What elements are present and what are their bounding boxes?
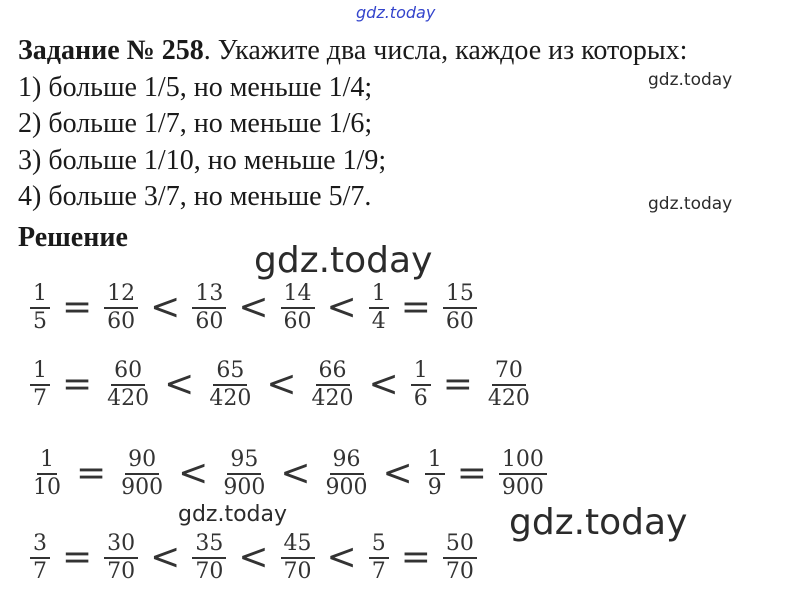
- fraction: $\frac{70}{420}$: [487, 358, 530, 411]
- fraction: $\frac{1}{5}$: [30, 281, 50, 335]
- watermark-large-2: gdz.today: [509, 502, 688, 543]
- watermark-small-1: gdz.today: [648, 70, 733, 90]
- operator: =: [442, 364, 473, 405]
- task-item-1: 1) больше 1/5, но меньше 1/4;: [18, 71, 373, 103]
- fraction: $\frac{13}{60}$: [192, 281, 226, 335]
- operator: =: [400, 537, 431, 578]
- fraction: $\frac{50}{70}$: [443, 531, 477, 585]
- fraction: $\frac{5}{7}$: [369, 531, 389, 585]
- operator: =: [456, 453, 487, 494]
- fraction: $\frac{1}{7}$: [30, 358, 50, 412]
- watermark-large-1: gdz.today: [254, 240, 433, 281]
- task-number: Задание № 258: [18, 35, 204, 66]
- task-item-3: 3) больше 1/10, но меньше 1/9;: [18, 144, 387, 176]
- fraction: $\frac{30}{70}$: [104, 531, 138, 585]
- operator: <: [326, 537, 357, 578]
- watermark-medium-1: gdz.today: [178, 502, 288, 527]
- fraction: $\frac{35}{70}$: [192, 531, 226, 585]
- fraction: $\frac{12}{60}$: [104, 281, 138, 335]
- operator: <: [238, 287, 269, 328]
- fraction: $\frac{66}{420}$: [311, 358, 354, 411]
- operator: =: [62, 537, 93, 578]
- fraction: $\frac{14}{60}$: [281, 281, 315, 335]
- solution-row-4: [30, 531, 477, 585]
- fraction: $\frac{1}{4}$: [369, 281, 389, 335]
- fraction: $\frac{100}{900}$: [499, 447, 547, 501]
- fraction: $\frac{90}{900}$: [121, 447, 164, 500]
- operator: <: [238, 537, 269, 578]
- task-prompt: . Укажите два числа, каждое из которых:: [203, 35, 688, 66]
- operator: <: [150, 537, 181, 578]
- fraction: $\frac{60}{420}$: [107, 358, 150, 411]
- operator: <: [326, 287, 357, 328]
- operator: <: [368, 364, 399, 405]
- operator: <: [150, 287, 181, 328]
- operator: =: [400, 287, 431, 328]
- task-statement: [18, 33, 687, 216]
- watermark-top: gdz.today: [356, 3, 436, 22]
- watermark-small-2: gdz.today: [648, 194, 733, 214]
- operator: <: [164, 364, 195, 405]
- operator: <: [266, 364, 297, 405]
- fraction: $\frac{15}{60}$: [443, 281, 477, 335]
- solution-row-3: [30, 447, 547, 501]
- fraction: $\frac{1}{6}$: [411, 358, 431, 412]
- operator: =: [76, 453, 107, 494]
- fraction: $\frac{3}{7}$: [30, 531, 50, 585]
- fraction: $\frac{1}{10}$: [33, 447, 61, 500]
- fraction: $\frac{95}{900}$: [223, 447, 266, 500]
- task-title: [18, 33, 687, 70]
- operator: <: [280, 453, 311, 494]
- fraction: $\frac{45}{70}$: [281, 531, 315, 585]
- operator: =: [62, 287, 93, 328]
- solution-heading: Решение: [18, 222, 128, 253]
- operator: =: [62, 364, 93, 405]
- fraction: $\frac{65}{420}$: [209, 358, 252, 411]
- solution-row-1: [30, 281, 477, 335]
- solution-row-2: [30, 358, 533, 412]
- task-item-2: 2) больше 1/7, но меньше 1/6;: [18, 108, 373, 139]
- task-item-4: 4) больше 3/7, но меньше 5/7.: [18, 181, 372, 212]
- fraction: $\frac{96}{900}$: [325, 447, 368, 500]
- fraction: $\frac{1}{9}$: [425, 447, 445, 501]
- operator: <: [382, 453, 413, 494]
- operator: <: [178, 453, 209, 494]
